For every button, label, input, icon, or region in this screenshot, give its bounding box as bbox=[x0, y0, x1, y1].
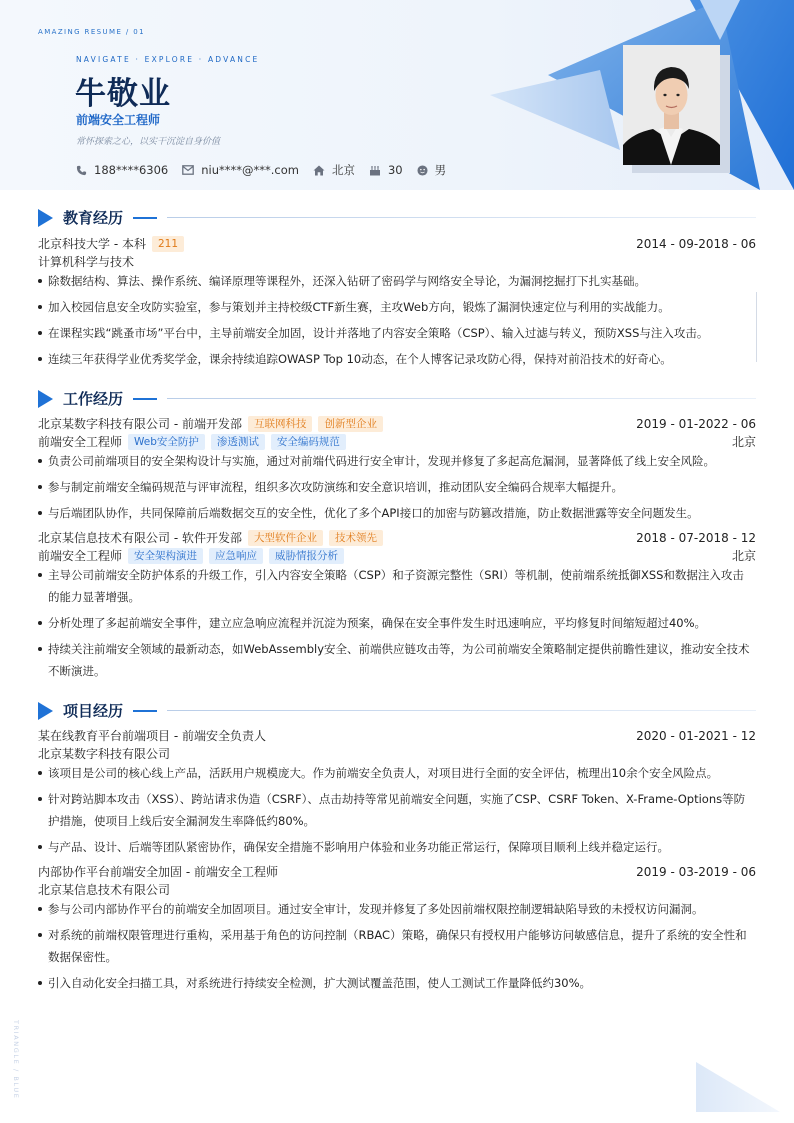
section-title: 工作经历 bbox=[63, 390, 124, 408]
job-period: 2019 - 01-2022 - 06 bbox=[636, 416, 756, 431]
project-company-row bbox=[38, 881, 756, 898]
section-rule bbox=[167, 398, 756, 399]
nav-slogan: NAVIGATE · EXPLORE · ADVANCE bbox=[76, 55, 260, 64]
work-section-header bbox=[38, 388, 756, 409]
project-section-header bbox=[38, 700, 756, 721]
phone-text: 188****6306 bbox=[94, 163, 169, 177]
vertical-divider bbox=[756, 292, 757, 362]
project-period: 2019 - 03-2019 - 06 bbox=[636, 864, 756, 879]
list-item: 负责公司前端项目的安全架构设计与实施，通过对前端代码进行安全审计，发现并修复了多起高危漏洞，显著降低了线上安全风险。 bbox=[38, 450, 754, 472]
major-name: 计算机科学与技术 bbox=[38, 255, 135, 269]
user-face-icon bbox=[417, 165, 428, 176]
job-location: 北京 bbox=[731, 549, 756, 563]
project-name-row bbox=[38, 863, 756, 880]
skill-tag: 安全编码规范 bbox=[271, 434, 346, 450]
candidate-name: 牛敬业 bbox=[75, 76, 171, 112]
footer-triangle bbox=[680, 1060, 790, 1115]
list-item: 针对跨站脚本攻击（XSS）、跨站请求伪造（CSRF）、点击劫持等常见前端安全问题，实施了CSP、CSRF Token、X-Frame-Options等防护措施，使项目上线后安全漏洞发生率降低约80%。 bbox=[38, 788, 754, 832]
skill-tag: Web安全防护 bbox=[128, 434, 205, 450]
section-dash bbox=[133, 217, 157, 219]
project-period: 2020 - 01-2021 - 12 bbox=[636, 728, 756, 743]
profile-photo bbox=[623, 45, 720, 165]
company-tag: 创新型企业 bbox=[318, 416, 383, 432]
list-item: 对系统的前端权限管理进行重构，采用基于角色的访问控制（RBAC）策略，确保只有授权用户能够访问敏感信息，提升了系统的安全性和数据保密性。 bbox=[38, 924, 754, 968]
list-item: 主导公司前端安全防护体系的升级工作，引入内容安全策略（CSP）和子资源完整性（SRI）等机制，使前端系统抵御XSS和数据注入攻击的能力显著增强。 bbox=[38, 564, 754, 608]
contact-row bbox=[76, 162, 446, 178]
project-company: 北京某数字科技有限公司 bbox=[38, 747, 171, 761]
project-company-row bbox=[38, 745, 756, 762]
job-location: 北京 bbox=[731, 435, 756, 449]
job-position-row bbox=[38, 547, 756, 564]
cake-icon bbox=[369, 165, 381, 176]
candidate-motto: 常怀探索之心，以实干沉淀自身价值 bbox=[76, 137, 221, 147]
section-rule bbox=[167, 217, 756, 218]
job-company: 北京某数字科技有限公司 - 前端开发部 bbox=[38, 417, 242, 431]
contact-phone bbox=[76, 163, 168, 177]
project-company: 北京某信息技术有限公司 bbox=[38, 883, 171, 897]
job-position: 前端安全工程师 bbox=[38, 549, 123, 563]
gender-text: 男 bbox=[434, 163, 447, 177]
list-item: 加入校园信息安全攻防实验室，参与策划并主持校级CTF新生赛，主攻Web方向，锻炼了漏洞快速定位与利用的实战能力。 bbox=[38, 296, 754, 318]
school-name: 北京科技大学 - 本科 bbox=[38, 237, 146, 251]
education-major-row bbox=[38, 253, 756, 270]
list-item: 与后端团队协作，共同保障前后端数据交互的安全性，优化了多个API接口的加密与防篡改措施，防止数据泄露等安全问题发生。 bbox=[38, 502, 754, 524]
project-name: 某在线教育平台前端项目 - 前端安全负责人 bbox=[38, 729, 266, 743]
project-name-row bbox=[38, 727, 756, 744]
list-item: 持续关注前端安全领域的最新动态，如WebAssembly安全、前端供应链攻击等，为公司前端安全策略制定提供前瞻性建议，推动安全技术不断演进。 bbox=[38, 638, 754, 682]
company-tag: 大型软件企业 bbox=[248, 530, 323, 546]
email-text: niu****@***.com bbox=[201, 163, 299, 177]
education-section-header bbox=[38, 207, 756, 228]
candidate-role: 前端安全工程师 bbox=[76, 113, 161, 127]
job-period: 2018 - 07-2018 - 12 bbox=[636, 530, 756, 545]
job-position-row bbox=[38, 433, 756, 450]
skill-tag: 安全架构演进 bbox=[128, 548, 203, 564]
section-title: 项目经历 bbox=[63, 702, 124, 720]
project-name: 内部协作平台前端安全加固 - 前端安全工程师 bbox=[38, 865, 278, 879]
job-position: 前端安全工程师 bbox=[38, 435, 123, 449]
mail-icon bbox=[182, 165, 194, 175]
contact-gender bbox=[417, 162, 447, 178]
list-item: 该项目是公司的核心线上产品，活跃用户规模庞大。作为前端安全负责人，对项目进行全面的安全评估，梳理出10余个安全风险点。 bbox=[38, 762, 754, 784]
section-title: 教育经历 bbox=[63, 209, 124, 227]
list-item: 在课程实践“跳蚤市场”平台中，主导前端安全加固，设计并落地了内容安全策略（CSP）、输入过滤与转义，预防XSS与注入攻击。 bbox=[38, 322, 754, 344]
company-tag: 技术领先 bbox=[329, 530, 383, 546]
portrait-illustration bbox=[623, 45, 720, 165]
list-item: 除数据结构、算法、操作系统、编译原理等课程外，还深入钻研了密码学与网络安全导论，为漏洞挖掘打下扎实基础。 bbox=[38, 270, 754, 292]
home-icon bbox=[313, 165, 325, 176]
side-vertical-label: TRIANGLE / BLUE bbox=[12, 1020, 20, 1100]
education-school-row bbox=[38, 235, 756, 252]
job-company: 北京某信息技术有限公司 - 软件开发部 bbox=[38, 531, 242, 545]
section-triangle-icon bbox=[38, 209, 53, 227]
list-item: 参与制定前端安全编码规范与评审流程，组织多次攻防演练和安全意识培训，推动团队安全编码合规率大幅提升。 bbox=[38, 476, 754, 498]
contact-age bbox=[369, 163, 403, 177]
job-company-row bbox=[38, 529, 756, 546]
education-period: 2014 - 09-2018 - 06 bbox=[636, 236, 756, 251]
skill-tag: 威胁情报分析 bbox=[269, 548, 344, 564]
city-text: 北京 bbox=[331, 163, 355, 177]
contact-email bbox=[182, 163, 299, 177]
contact-city bbox=[313, 162, 355, 178]
section-dash bbox=[133, 710, 157, 712]
list-item: 参与公司内部协作平台的前端安全加固项目。通过安全审计，发现并修复了多处因前端权限控制逻辑缺陷导致的未授权访问漏洞。 bbox=[38, 898, 754, 920]
section-triangle-icon bbox=[38, 702, 53, 720]
job-company-row bbox=[38, 415, 756, 432]
list-item: 分析处理了多起前端安全事件，建立应急响应流程并沉淀为预案，确保在安全事件发生时迅速响应，平均修复时间缩短超过40%。 bbox=[38, 612, 754, 634]
company-tag: 互联网科技 bbox=[248, 416, 313, 432]
school-tag: 211 bbox=[152, 236, 184, 252]
skill-tag: 渗透测试 bbox=[211, 434, 265, 450]
resume-tag: AMAZING RESUME / 01 bbox=[38, 28, 145, 36]
list-item: 连续三年获得学业优秀奖学金，课余持续追踪OWASP Top 10动态，在个人博客记录攻防心得，保持对前沿技术的好奇心。 bbox=[38, 348, 754, 370]
age-text: 30 bbox=[387, 163, 403, 177]
phone-icon bbox=[76, 165, 87, 176]
list-item: 引入自动化安全扫描工具，对系统进行持续安全检测，扩大测试覆盖范围，使人工测试工作量降低约30%。 bbox=[38, 972, 754, 994]
skill-tag: 应急响应 bbox=[209, 548, 263, 564]
section-rule bbox=[167, 710, 756, 711]
section-dash bbox=[133, 398, 157, 400]
list-item: 与产品、设计、后端等团队紧密协作，确保安全措施不影响用户体验和业务功能正常运行，保障项目顺利上线并稳定运行。 bbox=[38, 836, 754, 858]
section-triangle-icon bbox=[38, 390, 53, 408]
